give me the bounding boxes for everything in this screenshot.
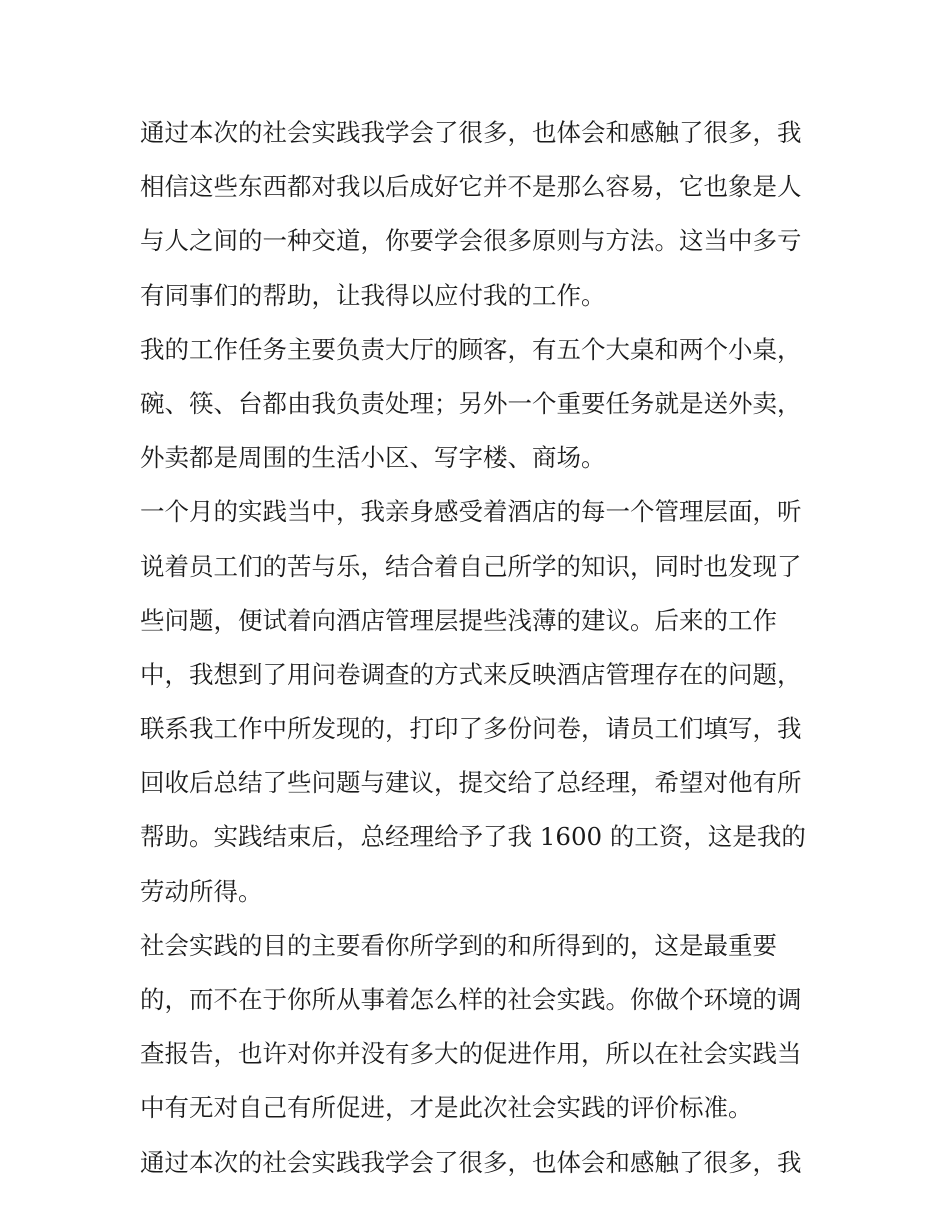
text-line: 查报告，也许对你并没有多大的促进作用，所以在社会实践当 (140, 1039, 802, 1069)
text-line: 有同事们的帮助，让我得以应付我的工作。 (140, 280, 606, 310)
text-line: 外卖都是周围的生活小区、写字楼、商场。 (140, 443, 606, 473)
text-line: 的，而不在于你所从事着怎么样的社会实践。你做个环境的调 (140, 985, 802, 1014)
text-line: 中，我想到了用问卷调查的方式来反映酒店管理存在的问题， (140, 659, 802, 689)
text-line: 些问题，便试着向酒店管理层提些浅薄的建议。后来的工作 (140, 605, 777, 635)
body-text (140, 106, 820, 1190)
text-line: 劳动所得。 (140, 876, 263, 906)
text-line: 回收后总结了些问题与建议，提交给了总经理，希望对他有所 (140, 768, 802, 798)
text-line: 通过本次的社会实践我学会了很多，也体会和感触了很多，我 (140, 118, 802, 147)
text-line: 与人之间的一种交道，你要学会很多原则与方法。这当中多亏 (140, 226, 802, 256)
text-line: 我的工作任务主要负责大厅的顾客，有五个大桌和两个小桌， (140, 334, 802, 364)
text-line: 中有无对自己有所促进，才是此次社会实践的评价标准。 (140, 1093, 753, 1123)
text-line: 社会实践的目的主要看你所学到的和所得到的，这是最重要 (140, 930, 777, 960)
text-line: 相信这些东西都对我以后成好它并不是那么容易，它也象是人 (140, 172, 802, 202)
text-line: 通过本次的社会实践我学会了很多，也体会和感触了很多，我 (140, 1147, 802, 1177)
text-line: 说着员工们的苦与乐，结合着自己所学的知识，同时也发现了 (140, 551, 802, 581)
text-line: 碗、筷、台都由我负责处理；另外一个重要任务就是送外卖， (140, 388, 802, 418)
text-line: 帮助。实践结束后，总经理给予了我 1600 的工资，这是我的 (140, 822, 806, 852)
text-line: 一个月的实践当中，我亲身感受着酒店的每一个管理层面，听 (140, 497, 802, 527)
text-line: 联系我工作中所发现的，打印了多份问卷，请员工们填写，我 (140, 714, 802, 744)
